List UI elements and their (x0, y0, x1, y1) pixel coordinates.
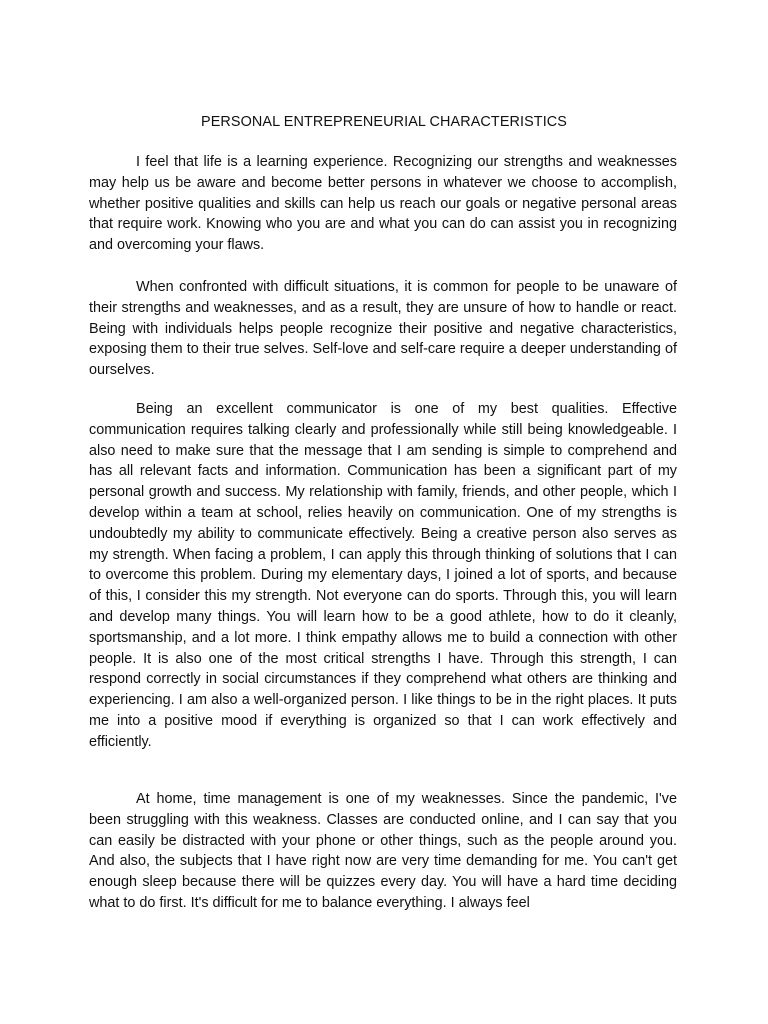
paragraph-life-learning: I feel that life is a learning experience. Recognizing our strengths and weaknesses may help us be aware and become better persons in whatever we choose to accomplish, whether positive qualities and skills can help us reach our goals or negative personal areas that require work. Knowing who you are and what you can do can assist you in recognizing and overcoming your flaws. (89, 154, 677, 254)
document-title: PERSONAL ENTREPRENEURIAL CHARACTERISTICS (201, 114, 567, 130)
paragraph-strengths: Being an excellent communicator is one of my best qualities. Effective communication requires talking clearly and professionally while still being knowledgeable. I also need to make sure that the message that I am sending is simple to comprehend and has all relevant facts and information. Communication has been a significant part of my personal growth and success. My relationship with family, friends, and other people, which I develop within a team at school, relies heavily on communication. One of my strengths is undoubtedly my ability to communicate effectively. Being a creative person also serves as my strength. When facing a problem, I can apply this through thinking of solutions that I can to overcome this problem. During my elementary days, I joined a lot of sports, and because of this, I consider this my strength. Not everyone can do sports. Through this, you will learn and develop many things. You will learn how to be a good athlete, how to do it cleanly, sportsmanship, and a lot more. I think empathy allows me to build a connection with other people. It is also one of the most critical strengths I have. Through this strength, I can respond correctly in social circumstances if they comprehend what others are thinking and experiencing. I am also a well-organized person. I like things to be in the right places. It puts me into a positive mood if everything is organized so that I can work effectively and efficiently. (89, 401, 677, 750)
paragraph-difficult-situations: When confronted with difficult situations, it is common for people to be unaware of their strengths and weaknesses, and as a result, they are unsure of how to handle or react. Being with individuals helps people recognize their positive and negative characteristics, exposing them to their true selves. Self-love and self-care require a deeper understanding of ourselves. (89, 279, 677, 379)
paragraph-weaknesses: At home, time management is one of my weaknesses. Since the pandemic, I've been struggling with this weakness. Classes are conducted online, and I can say that you can easily be distracted with your phone or other things, such as the people around you. And also, the subjects that I have right now are very time demanding for me. You can't get enough sleep because there will be quizzes every day. You will have a hard time deciding what to do first. It's difficult for me to balance everything. I always feel (89, 791, 677, 911)
